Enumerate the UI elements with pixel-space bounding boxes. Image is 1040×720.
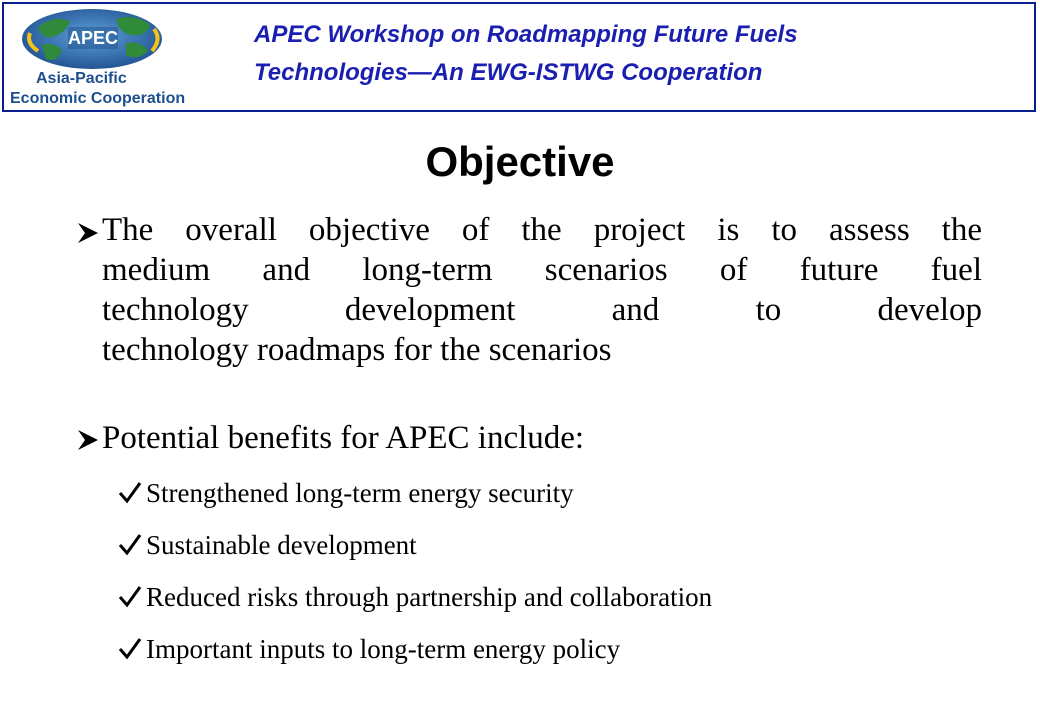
- benefit-text: Reduced risks through partnership and collaboration: [146, 582, 713, 612]
- checkmark-icon: [118, 636, 142, 660]
- logo-text-line2: Economic Cooperation: [10, 90, 186, 107]
- header-title: [254, 16, 1014, 92]
- arrowhead-bullet-icon: [76, 428, 100, 452]
- benefit-text: Important inputs to long-term energy policy: [146, 634, 621, 664]
- benefit-item: [118, 528, 417, 562]
- checkmark-icon: [118, 532, 142, 556]
- header-title-line1: APEC Workshop on Roadmapping Future Fuels: [254, 21, 798, 48]
- arrowhead-bullet-icon: [76, 221, 100, 245]
- header-banner: [2, 2, 1036, 112]
- apec-logo: [8, 7, 194, 111]
- header-title-line2: Technologies—An EWG-ISTWG Cooperation: [254, 59, 763, 86]
- logo-text-line1: Asia-Pacific: [36, 70, 127, 87]
- objective-line-3: technology development and to develop: [102, 292, 982, 328]
- checkmark-icon: [118, 480, 142, 504]
- objective-paragraph: [102, 210, 982, 370]
- benefits-heading: Potential benefits for APEC include:: [102, 420, 585, 456]
- benefit-item: [118, 476, 574, 510]
- benefit-item: [118, 580, 712, 614]
- benefit-text: Sustainable development: [146, 530, 417, 560]
- globe-label: APEC: [67, 28, 119, 48]
- benefit-item: [118, 632, 620, 666]
- globe-icon: [8, 7, 194, 71]
- page-title: Objective: [425, 138, 615, 185]
- objective-line-1: The overall objective of the project is to assess the: [102, 212, 982, 248]
- benefit-text: Strengthened long-term energy security: [146, 478, 574, 508]
- objective-line-4: technology roadmaps for the scenarios: [102, 332, 612, 368]
- objective-line-2: medium and long-term scenarios of future fuel: [102, 252, 982, 288]
- checkmark-icon: [118, 584, 142, 608]
